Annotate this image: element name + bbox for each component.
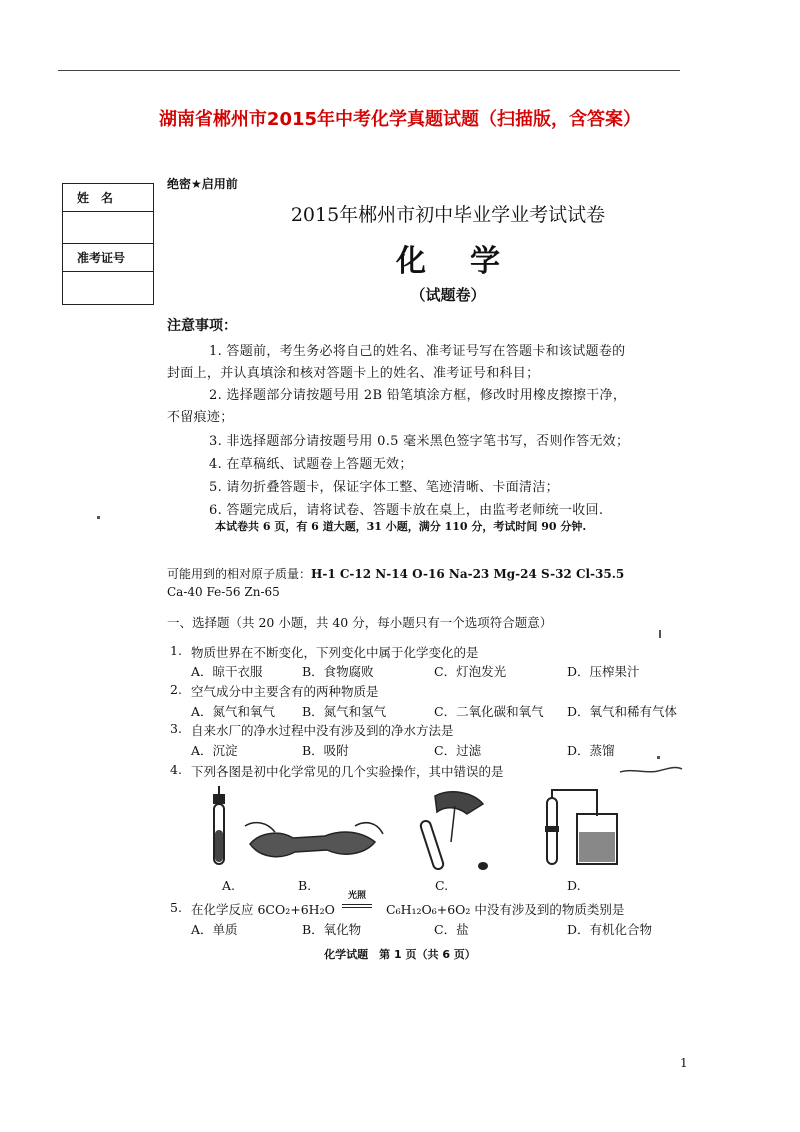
question-number: 4. — [170, 762, 182, 777]
figure-c-dropper — [420, 792, 488, 870]
option-c: C．二氧化碳和氧气 — [434, 704, 544, 719]
subject-title: 化学 — [396, 244, 544, 279]
name-label: 姓 名 — [63, 184, 153, 212]
option-d: D．蒸馏 — [567, 743, 615, 758]
scan-speck — [97, 516, 100, 519]
figure-a-test-tube — [213, 786, 225, 864]
experiment-figures — [205, 786, 645, 882]
notice-line: 不留痕迹； — [167, 410, 234, 425]
atomic-mass-values: H-1 C-12 N-14 O-16 Na-23 Mg-24 S-32 Cl-35.5 — [311, 567, 625, 581]
secret-label: 绝密★启用前 — [167, 177, 238, 191]
experiment-illustrations — [205, 786, 645, 882]
option-c: C．灯泡发光 — [434, 664, 507, 679]
notice-line: 3. 非选择题部分请按题号用 0.5 毫米黑色签字笔书写，否则作答无效； — [209, 434, 630, 449]
option-b: B．氧化物 — [302, 922, 362, 937]
question-number: 5. — [170, 900, 182, 915]
atomic-mass-line — [167, 565, 624, 582]
question-stem: 空气成分中主要含有的两种物质是 — [191, 684, 379, 699]
option-d: D．氧气和稀有气体 — [567, 704, 678, 719]
figure-b-connecting-tubes — [245, 823, 383, 857]
option-a: A．氮气和氧气 — [191, 704, 276, 719]
figure-label-a: A. — [222, 878, 236, 893]
figure-d-gas-apparatus — [545, 790, 617, 864]
option-a: A．沉淀 — [191, 743, 238, 758]
id-blank — [63, 272, 153, 304]
reaction-arrow-line — [342, 904, 372, 905]
pen-stroke-mark — [618, 764, 684, 778]
scan-speck — [657, 756, 660, 759]
document-title: 湖南省郴州市2015年中考化学真题试题（扫描版，含答案） — [158, 109, 642, 130]
notice-line: 封面上，并认真填涂和核对答题卡上的姓名、准考证号和科目； — [167, 366, 540, 381]
notice-line: 5. 请勿折叠答题卡，保证字体工整、笔迹清晰、卡面清洁； — [209, 480, 559, 495]
question-stem-pre: 在化学反应 6CO₂+6H₂O — [191, 902, 335, 917]
question-number: 1. — [170, 643, 182, 658]
figure-label-b: B. — [298, 878, 312, 893]
option-c: C．过滤 — [434, 743, 482, 758]
option-a: A．晾干衣服 — [191, 664, 263, 679]
exam-info: 本试卷共 6 页，有 6 道大题，31 小题，满分 110 分，考试时间 90 分钟. — [215, 520, 587, 533]
section-title: 一、选择题（共 20 小题，共 40 分，每小题只有一个选项符合题意） — [167, 615, 553, 630]
atomic-mass-line-2: Ca-40 Fe-56 Zn-65 — [167, 585, 280, 599]
notice-line: 1. 答题前，考生务必将自己的姓名、准考证号写在答题卡和该试题卷的 — [209, 344, 626, 359]
page-number: 1 — [680, 1056, 688, 1070]
exam-title: 2015年郴州市初中毕业学业考试试卷 — [290, 204, 606, 226]
question-stem: 下列各图是初中化学常见的几个实验操作，其中错误的是 — [191, 764, 504, 779]
notice-heading: 注意事项： — [167, 318, 237, 334]
question-stem-post: C₆H₁₂O₆+6O₂ 中没有涉及到的物质类别是 — [386, 902, 625, 917]
notice-line: 4. 在草稿纸、试题卷上答题无效； — [209, 457, 413, 472]
option-d: D．压榨果汁 — [567, 664, 640, 679]
page-footer: 化学试题 第 1 页（共 6 页） — [324, 948, 476, 961]
atomic-mass-label: 可能用到的相对原子质量： — [167, 567, 312, 581]
option-b: B．氮气和氢气 — [302, 704, 387, 719]
top-rule — [58, 70, 680, 71]
notice-line: 6. 答题完成后，请将试卷、答题卡放在桌上，由监考老师统一收回. — [209, 503, 604, 518]
question-stem: 自来水厂的净水过程中没有涉及到的净水方法是 — [191, 723, 454, 738]
option-b: B．食物腐败 — [302, 664, 374, 679]
reaction-condition: 光照 — [347, 891, 366, 901]
id-label: 准考证号 — [63, 244, 153, 272]
option-a: A．单质 — [191, 922, 238, 937]
notice-line: 2. 选择题部分请按题号用 2B 铅笔填涂方框，修改时用橡皮擦擦干净， — [209, 388, 627, 403]
name-blank — [63, 212, 153, 244]
question-number: 3. — [170, 721, 182, 736]
option-b: B．吸附 — [302, 743, 349, 758]
option-d: D．有机化合物 — [567, 922, 653, 937]
scan-speck — [659, 630, 661, 638]
question-stem: 物质世界在不断变化，下列变化中属于化学变化的是 — [191, 645, 479, 660]
candidate-info-box — [62, 183, 154, 305]
question-number: 2. — [170, 682, 182, 697]
figure-label-c: C. — [435, 878, 449, 893]
figure-label-d: D. — [567, 878, 581, 893]
paper-type: （试题卷） — [410, 286, 486, 304]
reaction-arrow-line — [342, 907, 372, 908]
option-c: C．盐 — [434, 922, 469, 937]
